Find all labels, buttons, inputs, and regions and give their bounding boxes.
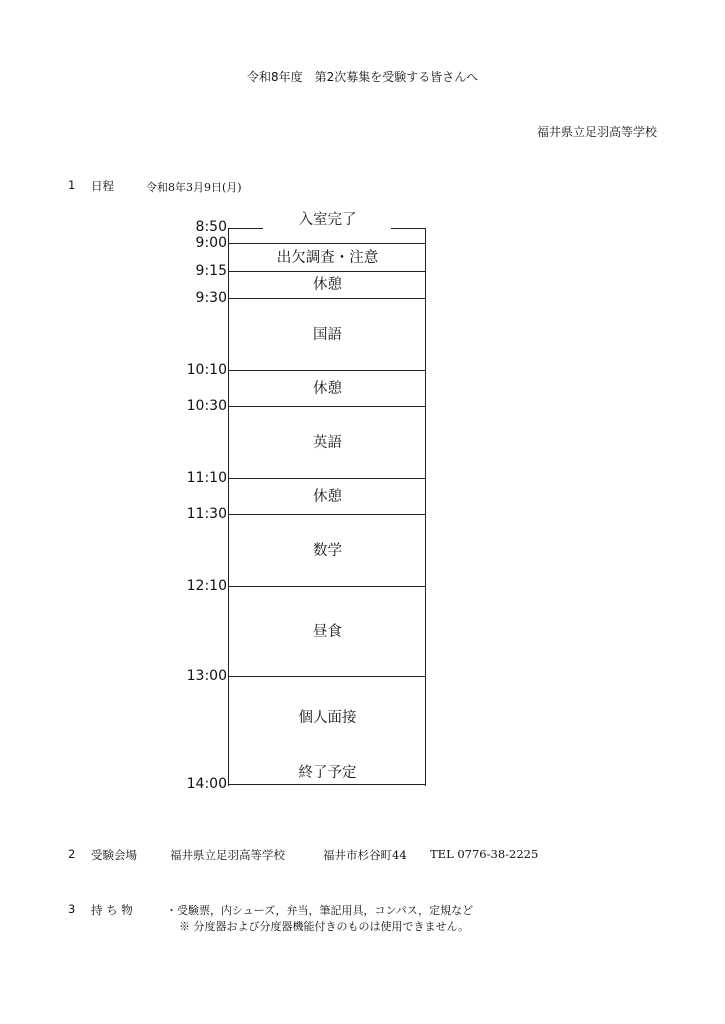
time-label: 9:15 [195, 263, 227, 279]
venue-address: 福井市杉谷町44 [323, 848, 407, 862]
schedule-block-label: 昼食 [313, 624, 342, 640]
section-label-items: 持 ち 物 [91, 903, 133, 917]
timeline-line-0915 [229, 271, 426, 272]
timeline-line-1030 [229, 406, 426, 407]
section-number-schedule: 1 [68, 178, 76, 192]
timeline-line-0930 [229, 298, 426, 299]
time-label: 9:30 [195, 290, 227, 306]
schedule-block-label: 出欠調査・注意 [276, 250, 379, 266]
items-note: ※ 分度器および分度器機能付きのものは使用できません。 [179, 920, 470, 933]
exam-date: 令和8年3月9日(月) [146, 181, 242, 194]
timeline-top-line-left [229, 228, 263, 229]
timeline-right-border [425, 228, 426, 786]
timeline-line-1130 [229, 514, 426, 515]
timeline-line-1210 [229, 586, 426, 587]
section-label-schedule: 日程 [91, 179, 114, 193]
timeline-line-1400 [229, 784, 426, 785]
time-label: 14:00 [186, 776, 227, 792]
schedule-block-label: 数学 [313, 543, 342, 559]
time-label: 10:30 [186, 398, 227, 414]
schedule-block-label: 国語 [313, 327, 342, 343]
time-label: 13:00 [186, 668, 227, 684]
time-label: 12:10 [186, 578, 227, 594]
schedule-block-label: 休憩 [313, 381, 342, 397]
schedule-block-label: 英語 [313, 435, 342, 451]
section-number-venue: 2 [68, 847, 76, 861]
schedule-block-label: 個人面接 [298, 710, 357, 726]
document-title: 令和8年度 第2次募集を受験する皆さんへ [246, 70, 479, 84]
time-label: 11:10 [186, 470, 227, 486]
timeline-line-1300 [229, 676, 426, 677]
school-name: 福井県立足羽高等学校 [536, 125, 657, 139]
items-list: ・受験票，内シューズ，弁当，筆記用具，コンパス，定規など [166, 904, 474, 917]
timeline-top-line-right [391, 228, 426, 229]
schedule-block-label: 入室完了 [298, 212, 357, 228]
venue-school: 福井県立足羽高等学校 [170, 848, 285, 862]
timeline-left-border [228, 228, 229, 786]
timeline-line-0900 [229, 243, 426, 244]
time-label: 11:30 [186, 506, 227, 522]
venue-tel: TEL 0776-38-2225 [430, 847, 539, 861]
schedule-block-label: 休憩 [313, 489, 342, 505]
schedule-block-label: 終了予定 [298, 765, 357, 781]
section-label-venue: 受験会場 [91, 848, 137, 862]
section-number-items: 3 [68, 902, 76, 916]
time-label: 10:10 [186, 362, 227, 378]
timeline-line-1010 [229, 370, 426, 371]
time-label: 8:50 [195, 219, 227, 235]
schedule-block-label: 休憩 [313, 277, 342, 293]
timeline-line-1110 [229, 478, 426, 479]
time-label: 9:00 [195, 235, 227, 251]
